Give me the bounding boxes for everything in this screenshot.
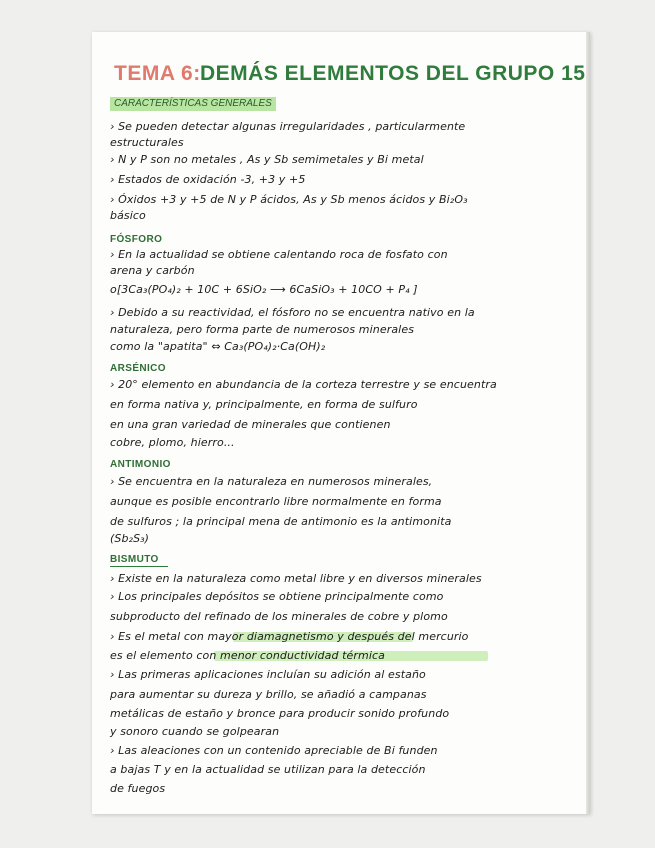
page-title: DEMÁS ELEMENTOS DEL GRUPO 15 (200, 62, 586, 85)
heading-bismuto: BISMUTO (110, 554, 159, 565)
bismuto-line: › Es el metal con mayor diamagnetismo y después del mercurio (110, 630, 469, 643)
bismuto-line: y sonoro cuando se golpearan (110, 725, 280, 738)
general-line: estructurales (110, 136, 184, 149)
bismuto-line: › Las aleaciones con un contenido apreciable de Bi funden (110, 744, 438, 757)
heading-fosforo: FÓSFORO (110, 234, 163, 245)
general-line: › Se pueden detectar algunas irregularidades , particularmente (110, 120, 466, 133)
fosforo-line: naturaleza, pero forma parte de numerosos minerales (110, 323, 415, 336)
fosforo-line: como la "apatita" ⇔ Ca₃(PO₄)₂·Ca(OH)₂ (110, 340, 326, 353)
heading-underline (110, 566, 168, 567)
page-spine (586, 32, 590, 814)
arsenico-line: en forma nativa y, principalmente, en forma de sulfuro (110, 398, 418, 411)
general-line: › Estados de oxidación -3, +3 y +5 (110, 173, 306, 186)
general-line: › Óxidos +3 y +5 de N y P ácidos, As y Sb menos ácidos y Bi₂O₃ (110, 193, 468, 206)
bismuto-line: a bajas T y en la actualidad se utilizan para la detección (110, 763, 426, 776)
general-line: básico (110, 209, 146, 222)
antimonio-line: aunque es posible encontrarlo libre normalmente en forma (110, 495, 442, 508)
title-prefix: TEMA 6: (114, 62, 201, 85)
antimonio-line: › Se encuentra en la naturaleza en numerosos minerales, (110, 475, 433, 488)
fosforo-line: › En la actualidad se obtiene calentando roca de fosfato con (110, 248, 448, 261)
notebook-page (92, 32, 590, 814)
bismuto-line: para aumentar su dureza y brillo, se añadió a campanas (110, 688, 427, 701)
fosforo-equation: o[3Ca₃(PO₄)₂ + 10C + 6SiO₂ ⟶ 6CaSiO₃ + 10CO + P₄ ] (110, 283, 418, 296)
arsenico-line: cobre, plomo, hierro... (110, 436, 235, 449)
fosforo-line: › Debido a su reactividad, el fósforo no se encuentra nativo en la (110, 306, 475, 319)
arsenico-line: › 20° elemento en abundancia de la corteza terrestre y se encuentra (110, 378, 497, 391)
bismuto-line: de fuegos (110, 782, 166, 795)
heading-antimonio: ANTIMONIO (110, 459, 171, 470)
antimonio-line: (Sb₂S₃) (110, 532, 150, 545)
bismuto-line: subproducto del refinado de los minerales de cobre y plomo (110, 610, 448, 623)
fosforo-line: arena y carbón (110, 264, 195, 277)
bismuto-line: › Existe en la naturaleza como metal libre y en diversos minerales (110, 572, 482, 585)
bismuto-line: es el elemento con menor conductividad térmica (110, 649, 386, 662)
bismuto-line: metálicas de estaño y bronce para producir sonido profundo (110, 707, 450, 720)
bismuto-line: › Las primeras aplicaciones incluían su adición al estaño (110, 668, 426, 681)
arsenico-line: en una gran variedad de minerales que contienen (110, 418, 391, 431)
heading-arsenico: ARSÉNICO (110, 363, 166, 374)
general-line: › N y P son no metales , As y Sb semimetales y Bi metal (110, 153, 424, 166)
section-tag-general: CARACTERÍSTICAS GENERALES (110, 97, 276, 111)
bismuto-line: › Los principales depósitos se obtiene principalmente como (110, 590, 444, 603)
antimonio-line: de sulfuros ; la principal mena de antimonio es la antimonita (110, 515, 452, 528)
